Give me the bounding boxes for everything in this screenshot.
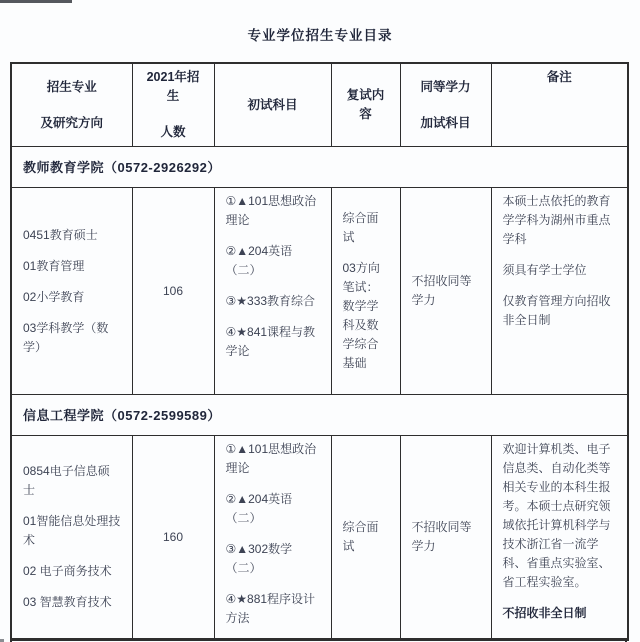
- notes-text: [503, 440, 617, 592]
- text-line: ③▲302数学（二）: [225, 542, 293, 575]
- cell-equivalency-policy: 不招收同等学力: [400, 188, 491, 395]
- header-count-2021: [132, 63, 214, 147]
- notes-bold-text: 不招收非全日制: [502, 606, 587, 620]
- cell-major-directions: [11, 436, 132, 640]
- text-line: 本硕士点依托的教育学学科为湖州市重点学科: [502, 194, 611, 246]
- college-name: 信息工程学院（0572-2599589）: [11, 395, 628, 436]
- section-row-teacher-education: [11, 147, 628, 188]
- text-line: 同等学力: [420, 79, 471, 94]
- cell-equivalency-policy: 不招收同等学力: [400, 436, 491, 640]
- cell-notes: [491, 188, 628, 395]
- cell-admission-count: 160: [132, 436, 214, 640]
- header-initial-exam: [214, 63, 331, 147]
- header-notes: [491, 63, 628, 147]
- text-line: 综合面试: [342, 211, 379, 244]
- admission-catalog-table: [10, 62, 629, 641]
- text-line: 须具有学士学位: [502, 263, 587, 277]
- text-line: 综合面试: [342, 520, 379, 554]
- text-line: ④★881程序设计方法: [225, 592, 316, 625]
- text-line: 招生专业: [46, 79, 97, 94]
- text-line: 人数: [160, 125, 186, 139]
- cell-major-directions: [11, 188, 132, 395]
- text-line: 03学科教学（数学）: [23, 320, 109, 354]
- table-header-row: [11, 63, 628, 147]
- text-line: ①▲101思想政治理论: [225, 194, 317, 227]
- next-section-partial-border: [10, 638, 627, 642]
- text-line: 03方向笔试：数学学科及数学综合基础: [342, 261, 380, 370]
- text-line: 欢迎计算机类、电子信息类、自动化类等相关专业的本科生报考。本硕士点研究领域依托计算机科学与技术浙江省一流学科、省重点实验室、省工程实验室。: [502, 442, 611, 589]
- text-line: ②▲204英语（二）: [225, 492, 293, 525]
- text-line: 复试内容: [346, 88, 385, 121]
- text-line: ③★333教育综合: [225, 294, 316, 308]
- text-line: 03 智慧教育技术: [23, 595, 112, 610]
- text-line: 0451教育硕士: [23, 227, 98, 242]
- section-row-information-engineering: [11, 395, 628, 436]
- header-retest-content: [331, 63, 400, 147]
- cell-admission-count: 106: [132, 188, 214, 395]
- college-name: 教师教育学院（0572-2926292）: [11, 147, 628, 188]
- table-row: [11, 436, 628, 640]
- header-equivalency-exam: [400, 63, 491, 147]
- text-line: ②▲204英语（二）: [225, 244, 293, 277]
- notes-text: [503, 192, 617, 330]
- text-line: 01教育管理: [23, 258, 85, 273]
- cell-initial-exam-subjects: [214, 188, 331, 395]
- text-line: 02 电子商务技术: [23, 564, 112, 579]
- text-line: 仅教育管理方向招收非全日制: [502, 294, 611, 327]
- text-line: 加试科目: [420, 115, 471, 130]
- text-line: 2021年招生: [146, 70, 200, 103]
- text-line: 及研究方向: [40, 115, 103, 130]
- text-line: 初试科目: [247, 97, 298, 112]
- cell-initial-exam-subjects: [214, 436, 331, 640]
- page-title: 专业学位招生专业目录: [247, 28, 393, 43]
- header-major: [11, 63, 132, 147]
- table-row: [11, 188, 628, 395]
- cell-retest-content: [331, 188, 400, 395]
- text-line: 备注: [546, 70, 572, 84]
- cell-notes: [491, 436, 628, 640]
- screenshot-edge-artifact: [0, 0, 72, 3]
- text-line: ①▲101思想政治理论: [225, 442, 317, 475]
- text-line: 01智能信息处理技术: [23, 514, 121, 548]
- cell-retest-content: [331, 436, 400, 640]
- text-line: 0854电子信息硕士: [23, 464, 110, 498]
- text-line: 02小学教育: [23, 289, 85, 304]
- text-line: ④★841课程与教学论: [225, 325, 316, 358]
